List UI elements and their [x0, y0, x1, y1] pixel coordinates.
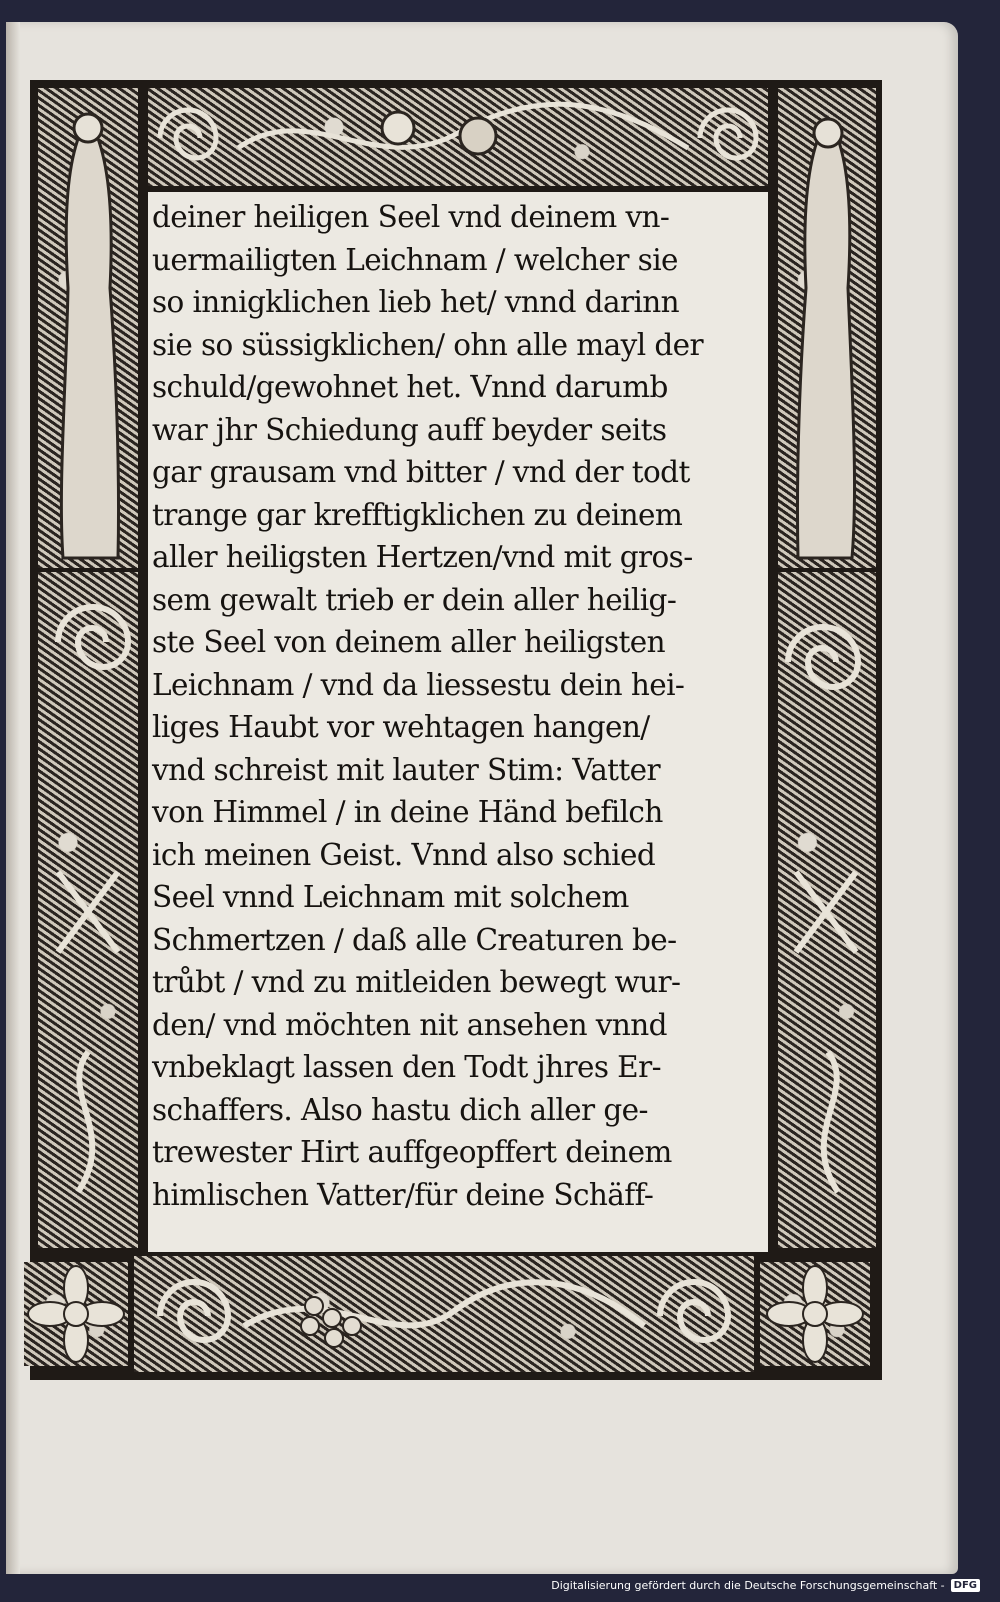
- text-line: Schmertzen / daß alle Creaturen be-: [152, 922, 677, 957]
- text-line: trange gar krefftigklichen zu deinem: [152, 497, 683, 532]
- bottom-right-flower: [760, 1262, 870, 1366]
- top-ornament-band: [148, 88, 768, 186]
- bottom-ornament-band: [134, 1256, 754, 1372]
- text-line: ich meinen Geist. Vnnd also schied: [152, 837, 656, 872]
- text-line: himlischen Vatter/für deine Schäff-: [152, 1177, 654, 1212]
- text-line: Seel vnnd Leichnam mit solchem: [152, 880, 629, 914]
- text-line: ste Seel von deinem aller heiligsten: [152, 625, 666, 659]
- page-gutter-shadow: [6, 22, 20, 1574]
- text-line: gar grausam vnd bitter / vnd der todt: [152, 455, 690, 489]
- text-line: uermailigten Leichnam / welcher sie: [152, 242, 678, 277]
- text-line: schuld/gewohnet het. Vnnd darumb: [152, 370, 668, 404]
- text-line: vnd schreist mit lauter Stim: Vatter: [152, 752, 661, 787]
- footer-credit: [551, 1576, 980, 1594]
- text-line: so innigklichen lieb het/ vnnd darinn: [152, 285, 680, 319]
- text-line: Leichnam / vnd da liessestu dein hei-: [152, 667, 685, 702]
- bottom-left-flower: [24, 1262, 128, 1366]
- text-line: war jhr Schiedung auff beyder seits: [152, 412, 667, 447]
- right-scroll-column: [778, 572, 876, 1248]
- text-line: von Himmel / in deine Händ befilch: [152, 795, 663, 829]
- text-line: den/ vnd möchten nit ansehen vnnd: [152, 1007, 667, 1042]
- footer-credit-text: Digitalisierung gefördert durch die Deutsche Forschungsgemeinschaft -: [551, 1578, 945, 1592]
- text-line: trewester Hirt auffgeopffert deinem: [152, 1135, 672, 1169]
- right-figure-column: [778, 88, 876, 568]
- text-line: liges Haubt vor wehtagen hangen/: [152, 710, 650, 744]
- left-scroll-column: [38, 572, 138, 1248]
- dfg-logo[interactable]: DFG: [951, 1579, 980, 1592]
- text-line: aller heiligsten Hertzen/vnd mit gros-: [152, 540, 693, 574]
- text-line: sem gewalt trieb er dein aller heilig-: [152, 582, 677, 617]
- text-line: trůbt / vnd zu mitleiden bewegt wur-: [152, 965, 681, 999]
- page-text: [148, 196, 768, 1216]
- text-line: sie so süssigklichen/ ohn alle mayl der: [152, 327, 703, 362]
- text-line: vnbeklagt lassen den Todt jhres Er-: [152, 1050, 661, 1084]
- left-figure-column: [38, 88, 138, 568]
- text-line: deiner heiligen Seel vnd deinem vn-: [152, 200, 670, 234]
- text-line: schaffers. Also hastu dich aller ge-: [152, 1092, 648, 1127]
